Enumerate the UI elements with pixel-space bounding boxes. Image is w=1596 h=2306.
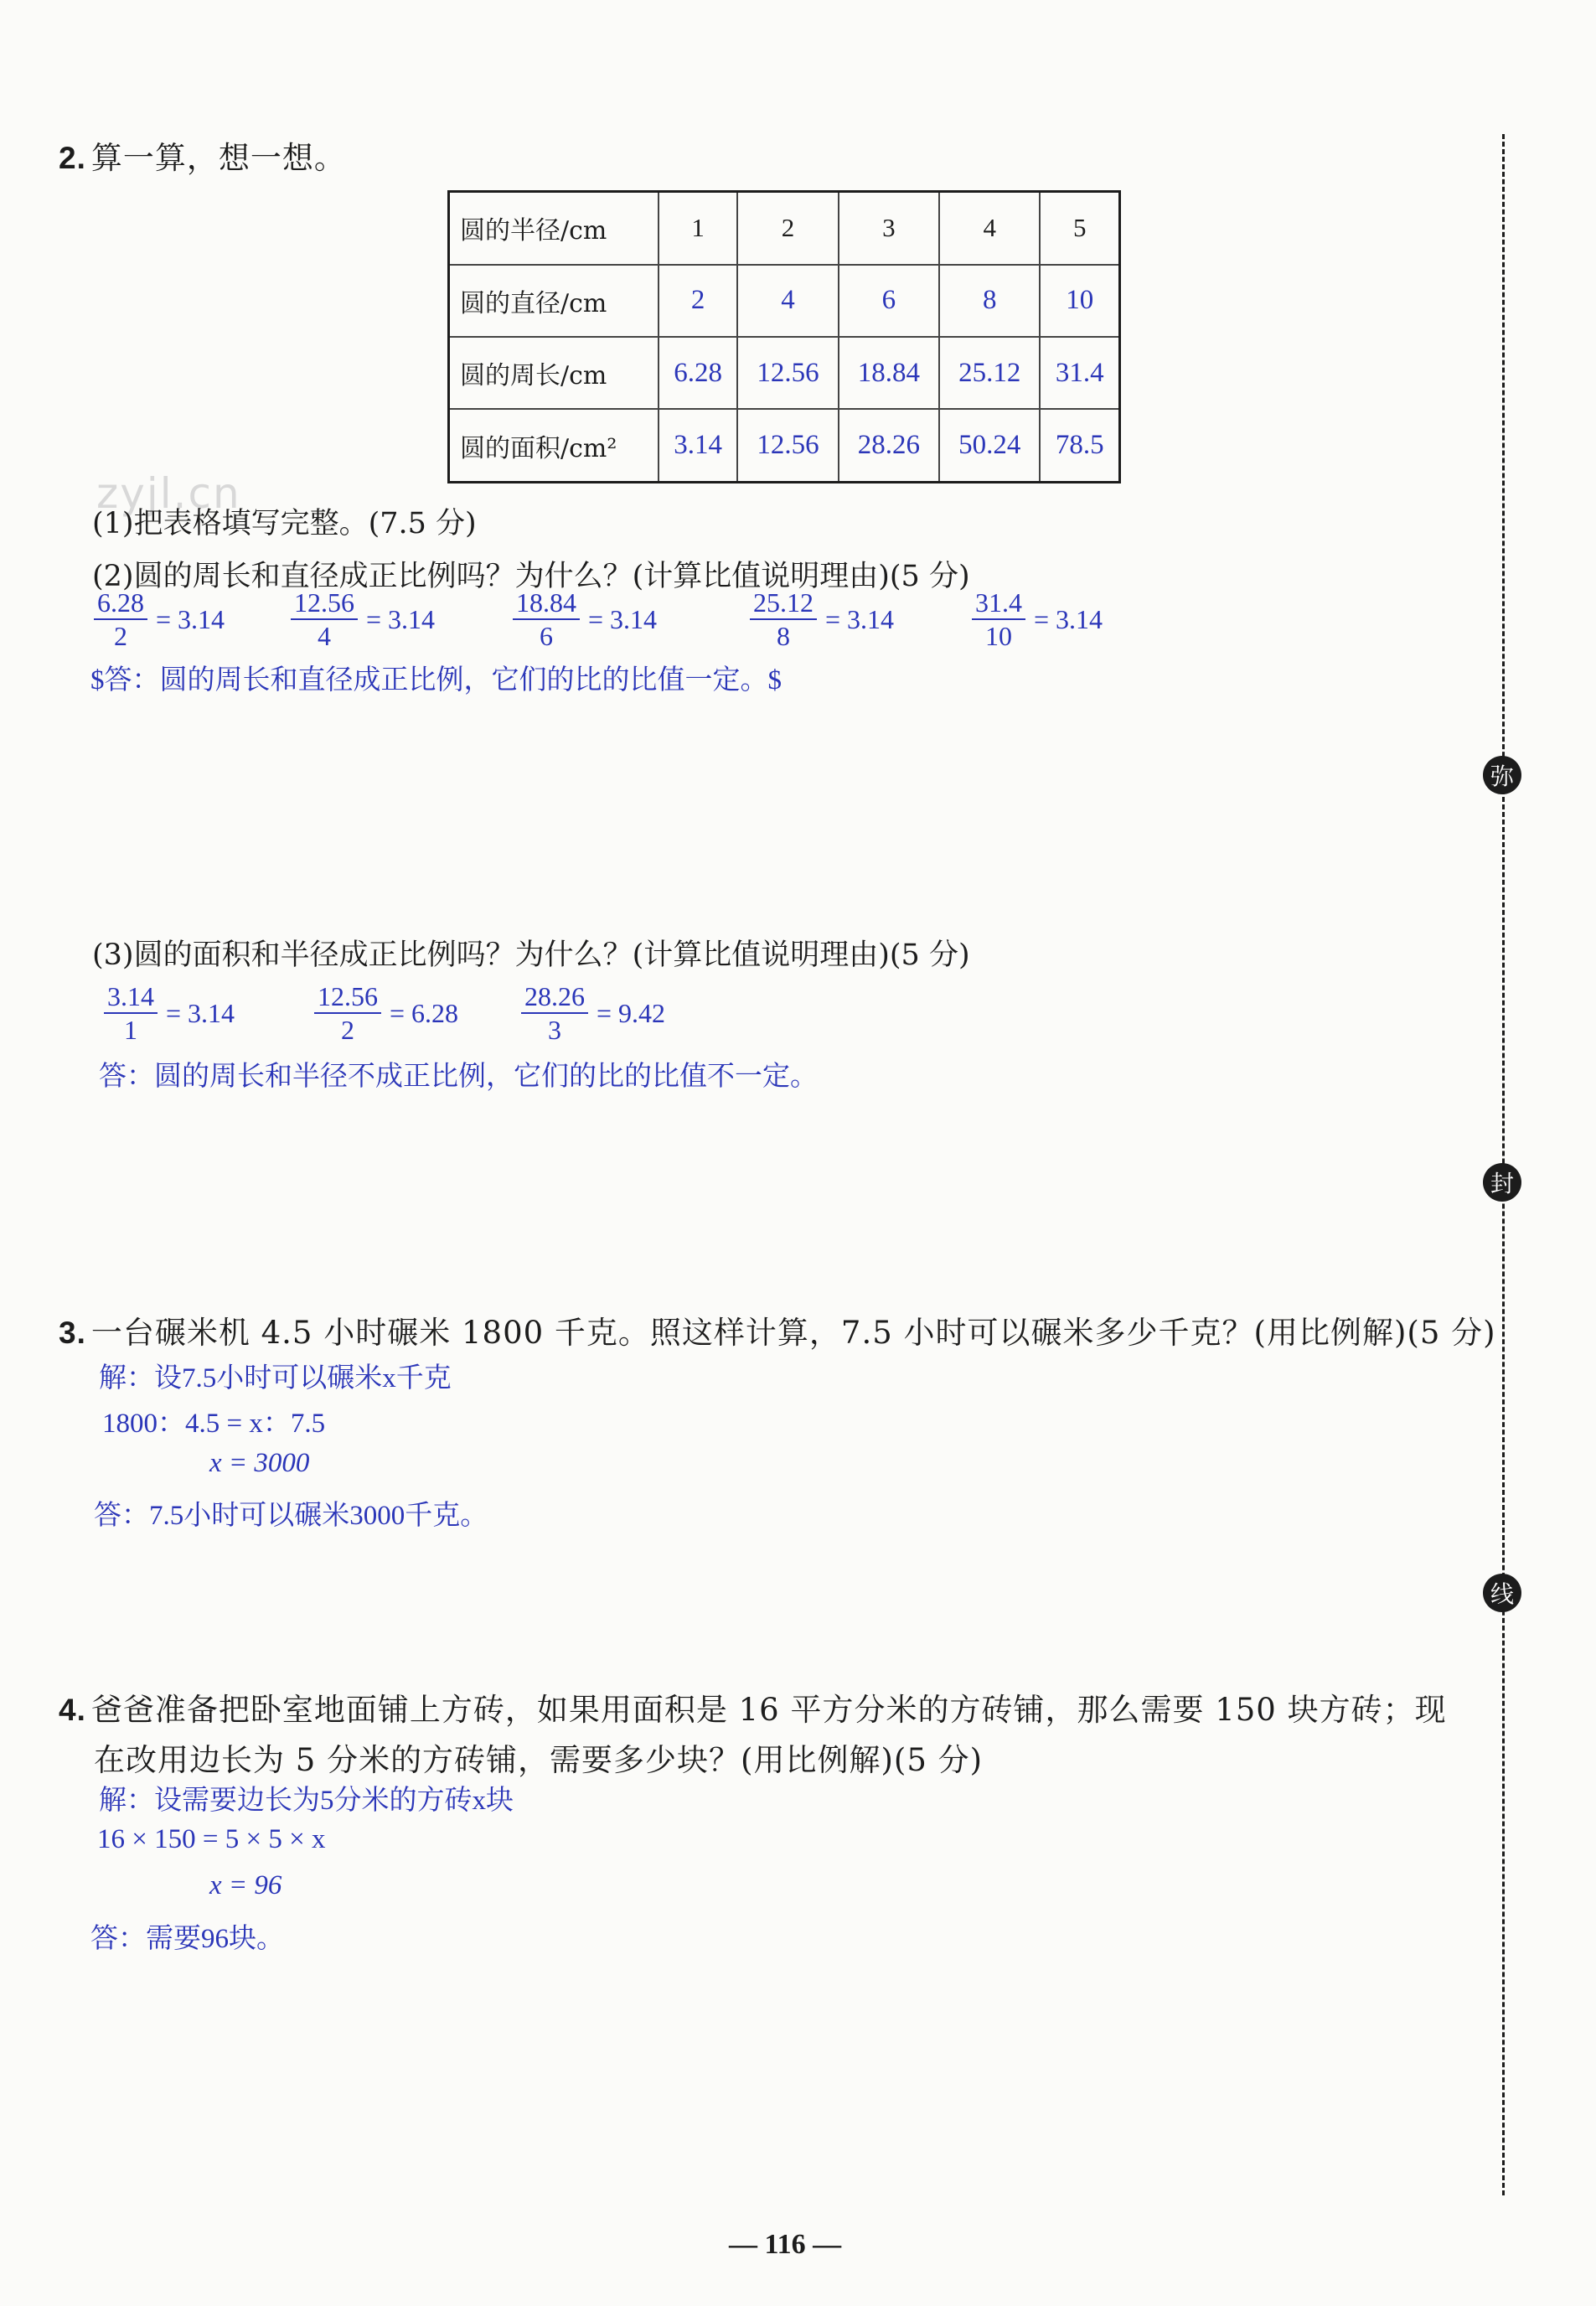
- q4-answer: 答：需要96块。: [90, 1924, 284, 1954]
- fraction-result: = 6.28: [390, 997, 459, 1028]
- fraction-result: = 3.14: [1034, 603, 1103, 634]
- watermark: zyjl.cn: [96, 469, 241, 518]
- fraction-numerator: 3.14: [104, 980, 158, 1014]
- fraction-result: = 3.14: [825, 603, 895, 634]
- fraction-result: = 9.42: [597, 997, 666, 1028]
- fraction-denominator: 2: [341, 1015, 354, 1045]
- fraction: [104, 980, 235, 1046]
- table-cell: 2: [659, 265, 737, 337]
- table-row-circumference: [449, 337, 1120, 409]
- q2-title: 算一算，想一想。: [90, 140, 346, 176]
- q3-number: 3.: [59, 1316, 86, 1350]
- seal-badge-mi: 弥: [1483, 756, 1521, 794]
- fraction-denominator: 6: [540, 621, 553, 651]
- fraction-numerator: 31.4: [972, 587, 1025, 620]
- fraction-denominator: 4: [318, 621, 331, 651]
- fraction: [972, 587, 1103, 652]
- fraction-numerator: 12.56: [291, 587, 358, 620]
- q3-heading: [59, 1307, 1496, 1352]
- table-cell: 4: [737, 265, 838, 337]
- fraction-numerator: 6.28: [94, 587, 147, 620]
- table-row-diameter: [449, 265, 1120, 337]
- fraction-denominator: 3: [548, 1015, 561, 1045]
- fraction-numerator: 18.84: [513, 587, 580, 620]
- fraction-denominator: 10: [985, 621, 1012, 651]
- fraction-result: = 3.14: [366, 603, 436, 634]
- seal-badge-feng: 封: [1483, 1163, 1521, 1202]
- q2-part1: (1)把表格填写完整。(7.5 分): [92, 507, 477, 540]
- table-cell: 78.5: [1040, 409, 1119, 482]
- q2-number: 2.: [59, 141, 86, 175]
- table-cell: 4: [939, 192, 1040, 265]
- fraction: [521, 980, 665, 1046]
- table-cell: 3.14: [659, 409, 737, 482]
- table-cell: 50.24: [939, 409, 1040, 482]
- fraction: [291, 587, 435, 652]
- table-cell: 5: [1040, 192, 1119, 265]
- table-cell: 10: [1040, 265, 1119, 337]
- q3-answer: 答：7.5小时可以碾米3000千克。: [94, 1501, 488, 1531]
- fraction: [750, 587, 894, 652]
- table-cell: 1: [659, 192, 737, 265]
- row-header-circumference: 圆的周长/cm: [449, 337, 659, 409]
- table-row-radius: [449, 192, 1120, 265]
- fraction-result: = 3.14: [166, 997, 235, 1028]
- circle-table: [447, 190, 1121, 483]
- q2-part3: (3)圆的面积和半径成正比例吗？为什么？(计算比值说明理由)(5 分): [92, 938, 970, 972]
- q4-solution-line: 解：设需要边长为5分米的方砖x块: [99, 1786, 514, 1816]
- fraction-result: = 3.14: [156, 603, 225, 634]
- fraction-numerator: 12.56: [314, 980, 381, 1014]
- fraction-denominator: 2: [114, 621, 127, 651]
- page-number: — 116 —: [729, 2229, 842, 2260]
- q4-heading: [59, 1684, 1447, 1730]
- row-header-area: 圆的面积/cm²: [449, 409, 659, 482]
- fraction: [513, 587, 657, 652]
- fraction-numerator: 28.26: [521, 980, 588, 1014]
- q4-number: 4.: [59, 1693, 86, 1727]
- fraction-result: = 3.14: [588, 603, 658, 634]
- table-row-area: [449, 409, 1120, 482]
- table-cell: 12.56: [737, 337, 838, 409]
- table-cell: 6: [839, 265, 939, 337]
- q2-heading: [59, 132, 346, 178]
- q4-solution-line: x = 96: [209, 1870, 282, 1900]
- table-cell: 2: [737, 192, 838, 265]
- table-cell: 28.26: [839, 409, 939, 482]
- table-cell: 3: [839, 192, 939, 265]
- fraction: [314, 980, 458, 1046]
- fraction-numerator: 25.12: [750, 587, 817, 620]
- table-cell: 8: [939, 265, 1040, 337]
- table-cell: 18.84: [839, 337, 939, 409]
- table-cell: 12.56: [737, 409, 838, 482]
- table-cell: 25.12: [939, 337, 1040, 409]
- fraction: [94, 587, 225, 652]
- table-cell: 6.28: [659, 337, 737, 409]
- q3-solution-line: 解：设7.5小时可以碾米x千克: [99, 1363, 452, 1393]
- row-header-radius: 圆的半径/cm: [449, 192, 659, 265]
- fraction-denominator: 1: [124, 1015, 137, 1045]
- seal-badge-xian: 线: [1483, 1574, 1521, 1612]
- q2-part2: (2)圆的周长和直径成正比例吗？为什么？(计算比值说明理由)(5 分): [92, 560, 970, 593]
- q4-solution-line: 16 × 150 = 5 × 5 × x: [97, 1824, 326, 1854]
- row-header-diameter: 圆的直径/cm: [449, 265, 659, 337]
- table-cell: 31.4: [1040, 337, 1119, 409]
- q3-solution-line: x = 3000: [209, 1448, 310, 1478]
- fraction-denominator: 8: [777, 621, 790, 651]
- q2-part3-answer: 答：圆的周长和半径不成正比例，它们的比的比值不一定。: [99, 1062, 818, 1092]
- q2-part2-answer: $答：圆的周长和直径成正比例，它们的比的比值一定。$: [90, 665, 782, 695]
- q3-solution-line: 1800：4.5 = x：7.5: [102, 1409, 326, 1439]
- q4-text-line1: 爸爸准备把卧室地面铺上方砖，如果用面积是 16 平方分米的方砖铺，那么需要 150 块方砖；现: [90, 1692, 1447, 1728]
- q4-text-line2: 在改用边长为 5 分米的方砖铺，需要多少块？(用比例解)(5 分): [94, 1742, 984, 1778]
- q3-text: 一台碾米机 4.5 小时碾米 1800 千克。照这样计算，7.5 小时可以碾米多少千克？(用比例解)(5 分): [90, 1315, 1496, 1351]
